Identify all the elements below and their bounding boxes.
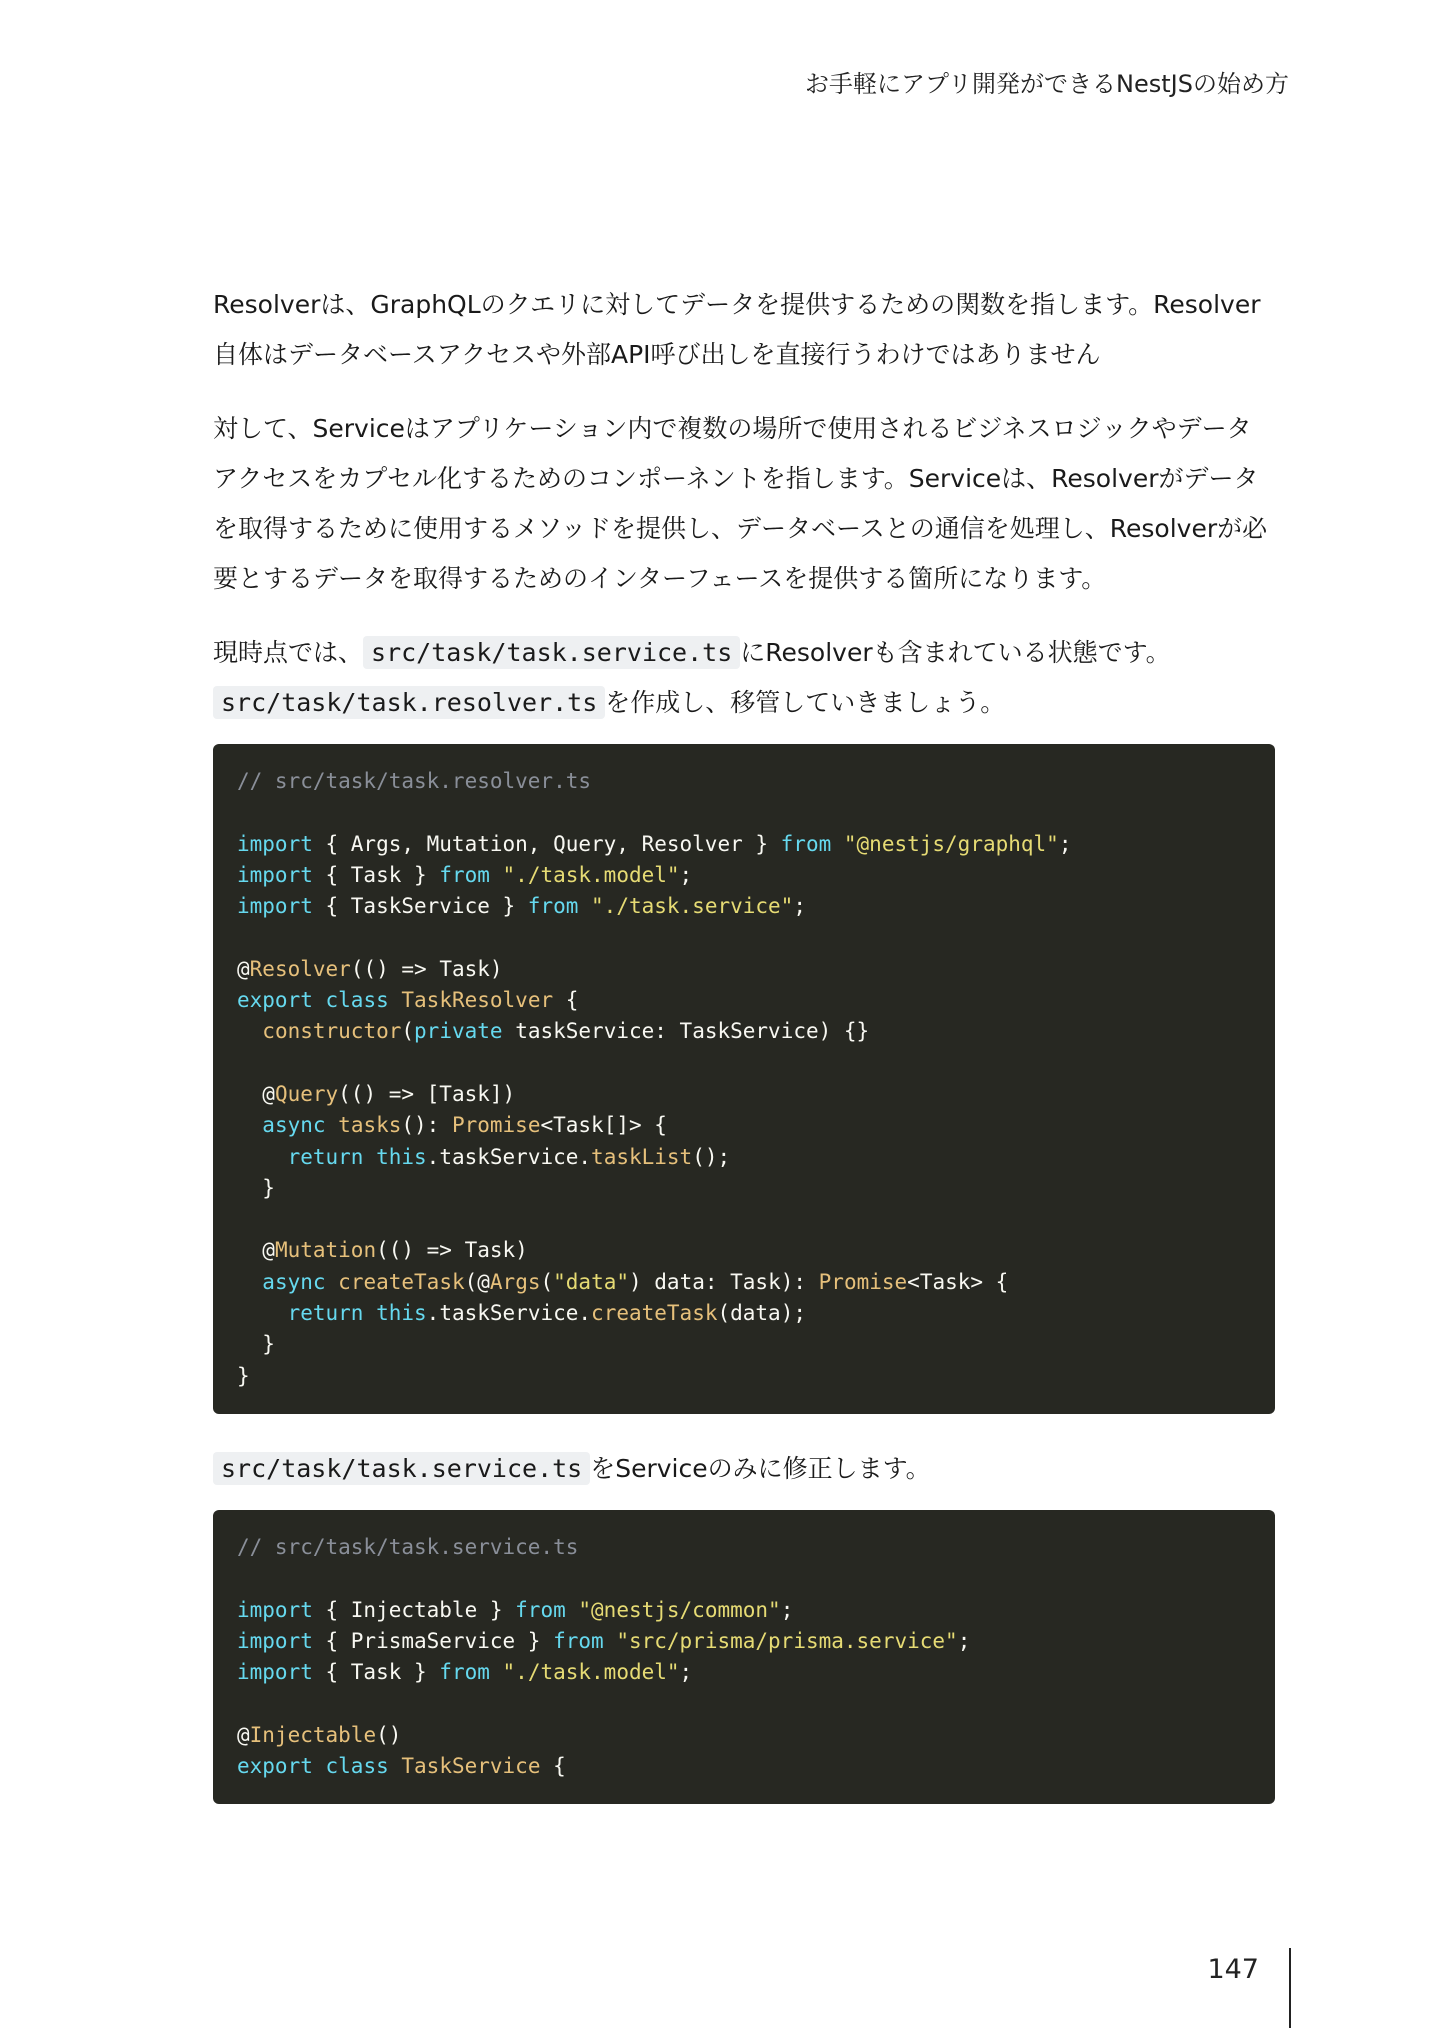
- code-token-plain: ;: [679, 1660, 693, 1685]
- code-token-plain: @: [237, 956, 250, 981]
- code-token-keyword: private: [414, 1019, 503, 1044]
- code-token-keyword: import: [237, 1660, 313, 1685]
- code-token-keyword: from: [439, 862, 490, 887]
- code-token-plain: [389, 988, 402, 1012]
- code-line: [237, 954, 1251, 985]
- code-line: [237, 1361, 1251, 1392]
- code-token-keyword: export: [237, 988, 313, 1013]
- code-token-plain: }: [237, 1175, 275, 1200]
- code-token-func: TaskResolver: [401, 988, 554, 1013]
- code-token-keyword: return: [287, 1301, 364, 1326]
- code-token-plain: { Injectable }: [312, 1597, 516, 1622]
- code-token-plain: (: [401, 1019, 415, 1044]
- code-token-keyword: async: [262, 1269, 326, 1294]
- code-token-string: "@nestjs/graphql": [843, 831, 1059, 856]
- text-fragment: を作成し、移管していきましょう。: [605, 688, 1006, 717]
- code-line: [237, 1110, 1251, 1141]
- code-token-plain: <Task[]> {: [540, 1113, 667, 1138]
- page-number-rule: [1289, 1948, 1291, 2028]
- code-line: [237, 922, 1251, 953]
- code-token-plain: [363, 1301, 376, 1325]
- code-token-plain: [237, 1113, 262, 1137]
- text-fragment: にResolverも含まれている状態です。: [740, 638, 1171, 667]
- code-token-plain: (data);: [717, 1301, 806, 1326]
- text-fragment: をServiceのみに修正します。: [590, 1453, 931, 1483]
- code-token-plain: [578, 894, 591, 918]
- code-token-keyword: from: [553, 1628, 604, 1653]
- code-token-string: "@nestjs/common": [578, 1597, 781, 1622]
- code-token-func: Promise: [818, 1269, 908, 1294]
- code-token-func: tasks: [338, 1113, 402, 1138]
- code-token-plain: @: [237, 1722, 250, 1747]
- code-line: [237, 1532, 1251, 1563]
- code-token-string: "./task.service": [591, 894, 794, 919]
- code-line: [237, 1048, 1251, 1079]
- code-token-plain: [313, 988, 326, 1012]
- code-token-plain: ) data: Task):: [629, 1269, 819, 1294]
- code-token-string: "data": [553, 1269, 629, 1294]
- code-line: [237, 1720, 1251, 1751]
- code-token-string: "src/prisma/prisma.service": [616, 1628, 958, 1653]
- code-token-plain: .taskService.: [426, 1301, 592, 1326]
- code-token-string: "./task.model": [502, 1660, 680, 1685]
- code-line: [237, 1298, 1251, 1329]
- page-body: [213, 280, 1275, 1834]
- code-token-plain: (() => Task): [350, 956, 503, 981]
- code-token-func: taskList: [591, 1144, 693, 1169]
- code-line: [237, 1173, 1251, 1204]
- code-line: [237, 766, 1251, 797]
- code-token-comment: // src/task/task.resolver.ts: [237, 769, 592, 793]
- code-token-plain: (): [376, 1722, 402, 1747]
- code-line: [237, 860, 1251, 891]
- code-token-keyword: from: [527, 894, 579, 919]
- code-token-plain: [831, 832, 844, 856]
- code-token-func: Resolver: [249, 956, 351, 981]
- code-token-keyword: from: [780, 831, 832, 856]
- code-token-plain: ;: [957, 1628, 971, 1653]
- code-token-func: createTask: [591, 1301, 718, 1326]
- code-token-plain: ;: [793, 894, 806, 919]
- code-line: [237, 891, 1251, 922]
- code-token-keyword: export: [237, 1754, 313, 1779]
- code-token-keyword: import: [237, 894, 313, 919]
- code-token-plain: { TaskService }: [312, 894, 528, 919]
- code-token-keyword: async: [262, 1113, 326, 1138]
- code-token-plain: [237, 1019, 262, 1043]
- code-token-plain: <Task> {: [907, 1269, 1009, 1294]
- code-token-keyword: import: [237, 831, 313, 856]
- code-line: [237, 1595, 1251, 1626]
- code-line: [237, 829, 1251, 860]
- inline-code-service-path: src/task/task.service.ts: [213, 1452, 590, 1485]
- paragraph-current-state: [213, 628, 1275, 728]
- code-token-plain: ():: [401, 1113, 452, 1138]
- code-token-plain: @: [237, 1081, 275, 1106]
- code-token-plain: [490, 863, 503, 887]
- code-block-resolver: [213, 744, 1275, 1414]
- code-token-plain: { Task }: [312, 1660, 440, 1685]
- code-token-func: createTask: [338, 1269, 465, 1294]
- code-token-func: constructor: [262, 1019, 402, 1044]
- code-token-keyword: import: [237, 1628, 313, 1653]
- code-line: [237, 1235, 1251, 1266]
- code-line: [237, 1563, 1251, 1594]
- code-token-plain: [313, 1754, 326, 1778]
- code-token-plain: [604, 1629, 617, 1653]
- code-line: [237, 1751, 1251, 1782]
- inline-code-service-path: src/task/task.service.ts: [363, 636, 740, 669]
- code-token-keyword: import: [237, 862, 313, 887]
- code-token-keyword: from: [439, 1660, 490, 1685]
- code-token-plain: {: [540, 1754, 566, 1779]
- paragraph-resolver-description: Resolverは、GraphQLのクエリに対してデータを提供するための関数を指します。Resolver自体はデータベースアクセスや外部API呼び出しを直接行うわけではありません: [213, 290, 1261, 369]
- code-token-plain: { PrismaService }: [312, 1628, 554, 1653]
- code-token-plain: {: [553, 988, 579, 1013]
- code-line: [237, 797, 1251, 828]
- page-number: 147: [1207, 1954, 1259, 1985]
- code-token-plain: ();: [692, 1144, 731, 1169]
- code-token-plain: ;: [679, 862, 693, 887]
- text-fragment: 現時点では、: [213, 638, 364, 667]
- code-token-func: Query: [274, 1081, 339, 1106]
- code-token-plain: .taskService.: [426, 1144, 592, 1169]
- code-token-plain: [389, 1754, 402, 1778]
- code-line: [237, 1079, 1251, 1110]
- code-token-keyword: return: [287, 1144, 364, 1169]
- code-token-keyword: from: [515, 1597, 566, 1622]
- code-line: [237, 1016, 1251, 1047]
- code-token-plain: [363, 1145, 376, 1169]
- code-token-plain: }: [237, 1363, 250, 1388]
- code-token-func: TaskService: [401, 1754, 541, 1779]
- code-token-plain: (: [540, 1269, 554, 1294]
- code-token-keyword: this: [376, 1144, 427, 1169]
- code-token-func: Mutation: [274, 1238, 377, 1263]
- paragraph-modify-service: [213, 1444, 1275, 1494]
- code-line: [237, 1267, 1251, 1298]
- inline-code-resolver-path: src/task/task.resolver.ts: [213, 686, 605, 719]
- code-line: [237, 1142, 1251, 1173]
- code-line: [237, 1329, 1251, 1360]
- paragraph-service-description: 対して、Serviceはアプリケーション内で複数の場所で使用されるビジネスロジックやデータアクセスをカプセル化するためのコンポーネントを指します。Serviceは、Resolverがデータを取得するために使用するメソッドを提供し、データベースとの通信を処理し、Resolverが必要とするデータを取得するためのインターフェースを提供する箇所になります。: [213, 414, 1268, 593]
- code-token-keyword: class: [325, 1754, 389, 1779]
- code-line: [237, 985, 1251, 1016]
- code-token-plain: [490, 1660, 503, 1684]
- code-token-plain: (() => [Task]): [338, 1081, 516, 1106]
- code-token-comment: // src/task/task.service.ts: [237, 1534, 579, 1559]
- code-block-service: [213, 1510, 1275, 1804]
- code-token-plain: [237, 1301, 288, 1325]
- code-token-func: Injectable: [249, 1722, 377, 1747]
- code-token-plain: ;: [1058, 831, 1072, 856]
- code-token-plain: @: [237, 1238, 275, 1263]
- code-token-plain: }: [237, 1332, 275, 1357]
- code-line: [237, 1626, 1251, 1657]
- code-token-plain: [566, 1598, 579, 1622]
- code-token-plain: (@: [464, 1269, 490, 1294]
- code-token-plain: (() => Task): [376, 1238, 528, 1263]
- code-line: [237, 1204, 1251, 1235]
- code-line: [237, 1688, 1251, 1719]
- code-token-string: "./task.model": [502, 862, 680, 887]
- code-token-func: Args: [489, 1269, 541, 1294]
- code-token-plain: taskService: TaskService) {}: [502, 1019, 870, 1044]
- code-token-plain: [237, 1270, 262, 1294]
- code-token-plain: { Task }: [312, 862, 440, 887]
- code-token-keyword: class: [325, 988, 389, 1013]
- code-token-keyword: this: [376, 1301, 427, 1326]
- code-token-func: Promise: [451, 1113, 541, 1138]
- code-line: [237, 1657, 1251, 1688]
- code-token-plain: [237, 1145, 288, 1169]
- code-token-plain: [326, 1113, 339, 1137]
- code-token-plain: ;: [780, 1597, 794, 1622]
- running-header: お手軽にアプリ開発ができるNestJSの始め方: [805, 70, 1289, 98]
- code-token-keyword: import: [237, 1597, 313, 1622]
- code-token-plain: [326, 1270, 339, 1294]
- code-token-plain: { Args, Mutation, Query, Resolver }: [312, 831, 781, 856]
